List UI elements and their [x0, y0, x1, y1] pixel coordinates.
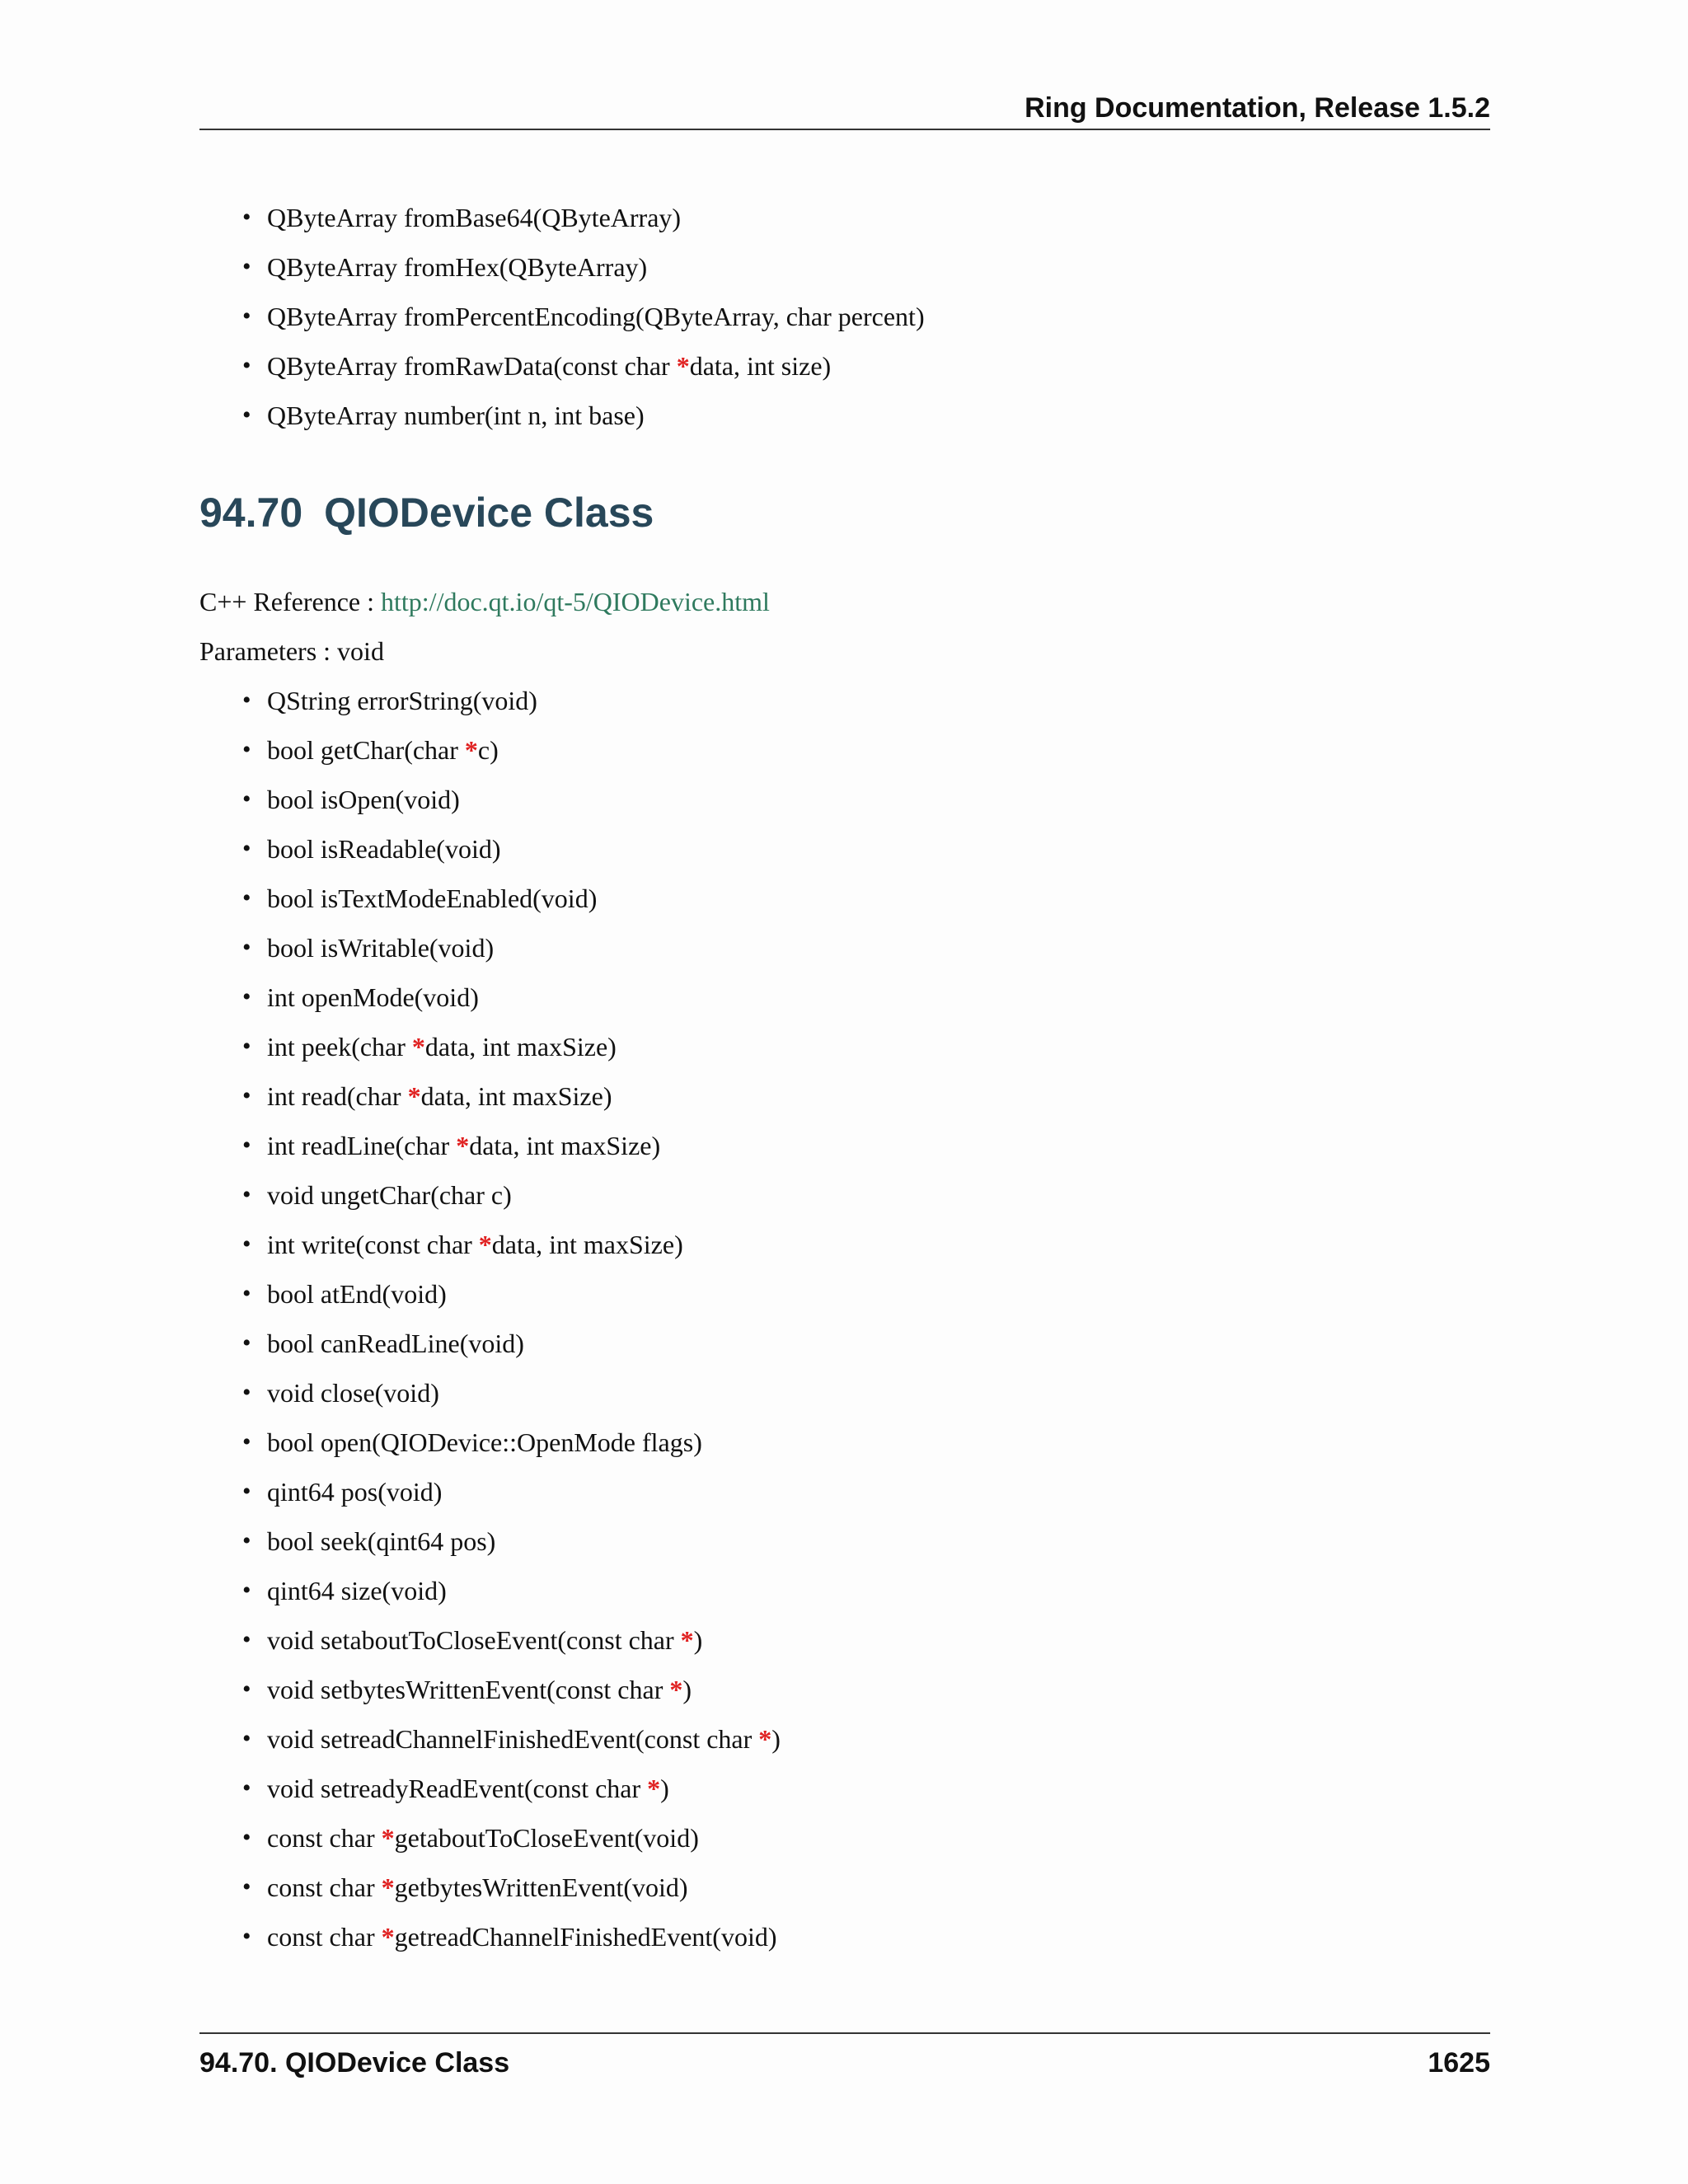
signature-text-tail: data, int size) — [689, 351, 832, 381]
bullet-icon: • — [242, 983, 251, 1010]
bullet-icon: • — [242, 1132, 251, 1159]
pointer-asterisk: * — [478, 1230, 492, 1259]
list-item — [242, 1030, 1479, 1080]
signature-text: int write(const char — [267, 1230, 479, 1259]
bullet-icon: • — [242, 687, 251, 714]
pointer-asterisk: * — [676, 351, 690, 381]
bullet-icon: • — [242, 1626, 251, 1653]
signature-text-tail: data, int maxSize) — [420, 1081, 612, 1111]
section-heading — [199, 488, 654, 537]
list-item — [242, 1673, 1479, 1722]
bullet-icon: • — [242, 1527, 251, 1554]
bullet-icon: • — [242, 1725, 251, 1752]
signature-text: bool isOpen(void) — [267, 785, 460, 814]
bullet-icon: • — [242, 1923, 251, 1950]
bullet-icon: • — [242, 1675, 251, 1703]
signature-text: QByteArray fromRawData(const char — [267, 351, 677, 381]
signature-text: bool isReadable(void) — [267, 834, 501, 864]
bullet-icon: • — [242, 1033, 251, 1060]
signature-text: int readLine(char — [267, 1131, 457, 1160]
bullet-icon: • — [242, 1824, 251, 1851]
list-item — [242, 1228, 1479, 1277]
bullet-icon: • — [242, 1774, 251, 1802]
signature-text: bool isTextModeEnabled(void) — [267, 883, 598, 913]
list-item — [242, 300, 1479, 349]
cpp-reference-line — [199, 585, 770, 618]
list-item — [242, 832, 1479, 882]
list-item — [242, 1376, 1479, 1426]
list-item — [242, 1871, 1479, 1920]
signature-text: const char — [267, 1823, 382, 1853]
signature-text-tail: data, int maxSize) — [469, 1131, 661, 1160]
signature-text: QByteArray fromBase64(QByteArray) — [267, 203, 682, 232]
bullet-icon: • — [242, 302, 251, 330]
signature-text: bool atEnd(void) — [267, 1279, 447, 1309]
bullet-icon: • — [242, 1082, 251, 1109]
signature-text: void setbytesWrittenEvent(const char — [267, 1675, 670, 1704]
signature-text: bool seek(qint64 pos) — [267, 1526, 496, 1556]
list-item — [242, 399, 1479, 448]
signature-text-tail: getreadChannelFinishedEvent(void) — [394, 1922, 777, 1952]
signature-text: const char — [267, 1872, 382, 1902]
signature-text: bool open(QIODevice::OpenMode flags) — [267, 1427, 702, 1457]
signature-text-tail: c) — [477, 735, 499, 765]
document-title: Ring Documentation, Release 1.5.2 — [1025, 92, 1490, 124]
list-item — [242, 1080, 1479, 1129]
list-item — [242, 349, 1479, 399]
list-item — [242, 1722, 1479, 1772]
bullet-icon: • — [242, 934, 251, 961]
pointer-asterisk: * — [381, 1922, 395, 1952]
signature-text: int openMode(void) — [267, 982, 479, 1012]
signature-text: void ungetChar(char c) — [267, 1180, 512, 1210]
signature-text-tail: ) — [682, 1675, 692, 1704]
bullet-icon: • — [242, 352, 251, 379]
list-item — [242, 1772, 1479, 1821]
reference-label: C++ Reference : — [199, 587, 381, 616]
bullet-icon: • — [242, 1577, 251, 1604]
bullet-icon: • — [242, 253, 251, 280]
pointer-asterisk: * — [407, 1081, 421, 1111]
bullet-icon: • — [242, 785, 251, 813]
signature-text: void setreadyReadEvent(const char — [267, 1774, 648, 1803]
signature-text: bool getChar(char — [267, 735, 465, 765]
signature-text: qint64 size(void) — [267, 1576, 447, 1605]
signature-text-tail: data, int maxSize) — [491, 1230, 683, 1259]
page-number: 1625 — [1428, 2047, 1490, 2079]
page-header — [199, 89, 1490, 130]
list-item — [242, 1179, 1479, 1228]
list-item — [242, 1277, 1479, 1327]
signature-text: bool canReadLine(void) — [267, 1329, 524, 1358]
list-item — [242, 1920, 1479, 1970]
bullet-icon: • — [242, 401, 251, 429]
signature-text: void close(void) — [267, 1378, 439, 1408]
list-item — [242, 931, 1479, 981]
signature-text-tail: ) — [771, 1724, 781, 1754]
pointer-asterisk: * — [680, 1625, 694, 1655]
qbytearray-static-method-list — [242, 201, 1479, 448]
bullet-icon: • — [242, 1329, 251, 1357]
page-footer — [199, 2032, 1490, 2085]
list-item — [242, 251, 1479, 300]
qiodevice-method-list — [242, 684, 1479, 1970]
section-title-text: QIODevice Class — [324, 490, 654, 536]
bullet-icon: • — [242, 1280, 251, 1307]
signature-text: QByteArray fromHex(QByteArray) — [267, 252, 648, 282]
list-item — [242, 783, 1479, 832]
pointer-asterisk: * — [381, 1823, 395, 1853]
list-item — [242, 882, 1479, 931]
bullet-icon: • — [242, 736, 251, 763]
signature-text: qint64 pos(void) — [267, 1477, 443, 1507]
list-item — [242, 201, 1479, 251]
signature-text: const char — [267, 1922, 382, 1952]
signature-text-tail: getaboutToCloseEvent(void) — [394, 1823, 699, 1853]
pointer-asterisk: * — [381, 1872, 395, 1902]
bullet-icon: • — [242, 204, 251, 231]
signature-text: bool isWritable(void) — [267, 933, 495, 963]
signature-text: int peek(char — [267, 1032, 412, 1062]
signature-text-tail: ) — [660, 1774, 669, 1803]
signature-text-tail: getbytesWrittenEvent(void) — [394, 1872, 688, 1902]
pointer-asterisk: * — [464, 735, 478, 765]
list-item — [242, 1574, 1479, 1624]
bullet-icon: • — [242, 1379, 251, 1406]
bullet-icon: • — [242, 1230, 251, 1258]
list-item — [242, 1821, 1479, 1871]
section-number: 94.70 — [199, 490, 303, 536]
bullet-icon: • — [242, 835, 251, 862]
list-item — [242, 981, 1479, 1030]
list-item — [242, 684, 1479, 733]
signature-text: int read(char — [267, 1081, 408, 1111]
list-item — [242, 1426, 1479, 1475]
signature-text: void setaboutToCloseEvent(const char — [267, 1625, 681, 1655]
bullet-icon: • — [242, 884, 251, 912]
signature-text: void setreadChannelFinishedEvent(const char — [267, 1724, 759, 1754]
list-item — [242, 1525, 1479, 1574]
bullet-icon: • — [242, 1181, 251, 1208]
parameters-line: Parameters : void — [199, 636, 384, 666]
signature-text: QString errorString(void) — [267, 686, 537, 715]
list-item — [242, 733, 1479, 783]
signature-text-tail: ) — [693, 1625, 703, 1655]
list-item — [242, 1327, 1479, 1376]
list-item — [242, 1624, 1479, 1673]
signature-text-tail: data, int maxSize) — [424, 1032, 617, 1062]
list-item — [242, 1475, 1479, 1525]
bullet-icon: • — [242, 1873, 251, 1900]
signature-text: QByteArray fromPercentEncoding(QByteArray, char percent) — [267, 302, 925, 331]
pointer-asterisk: * — [411, 1032, 425, 1062]
bullet-icon: • — [242, 1478, 251, 1505]
pointer-asterisk: * — [758, 1724, 772, 1754]
pointer-asterisk: * — [456, 1131, 470, 1160]
list-item — [242, 1129, 1479, 1179]
bullet-icon: • — [242, 1428, 251, 1455]
footer-section-label: 94.70. QIODevice Class — [199, 2047, 510, 2079]
pointer-asterisk: * — [647, 1774, 661, 1803]
pointer-asterisk: * — [669, 1675, 683, 1704]
reference-link[interactable]: http://doc.qt.io/qt-5/QIODevice.html — [381, 587, 770, 616]
signature-text: QByteArray number(int n, int base) — [267, 401, 645, 430]
